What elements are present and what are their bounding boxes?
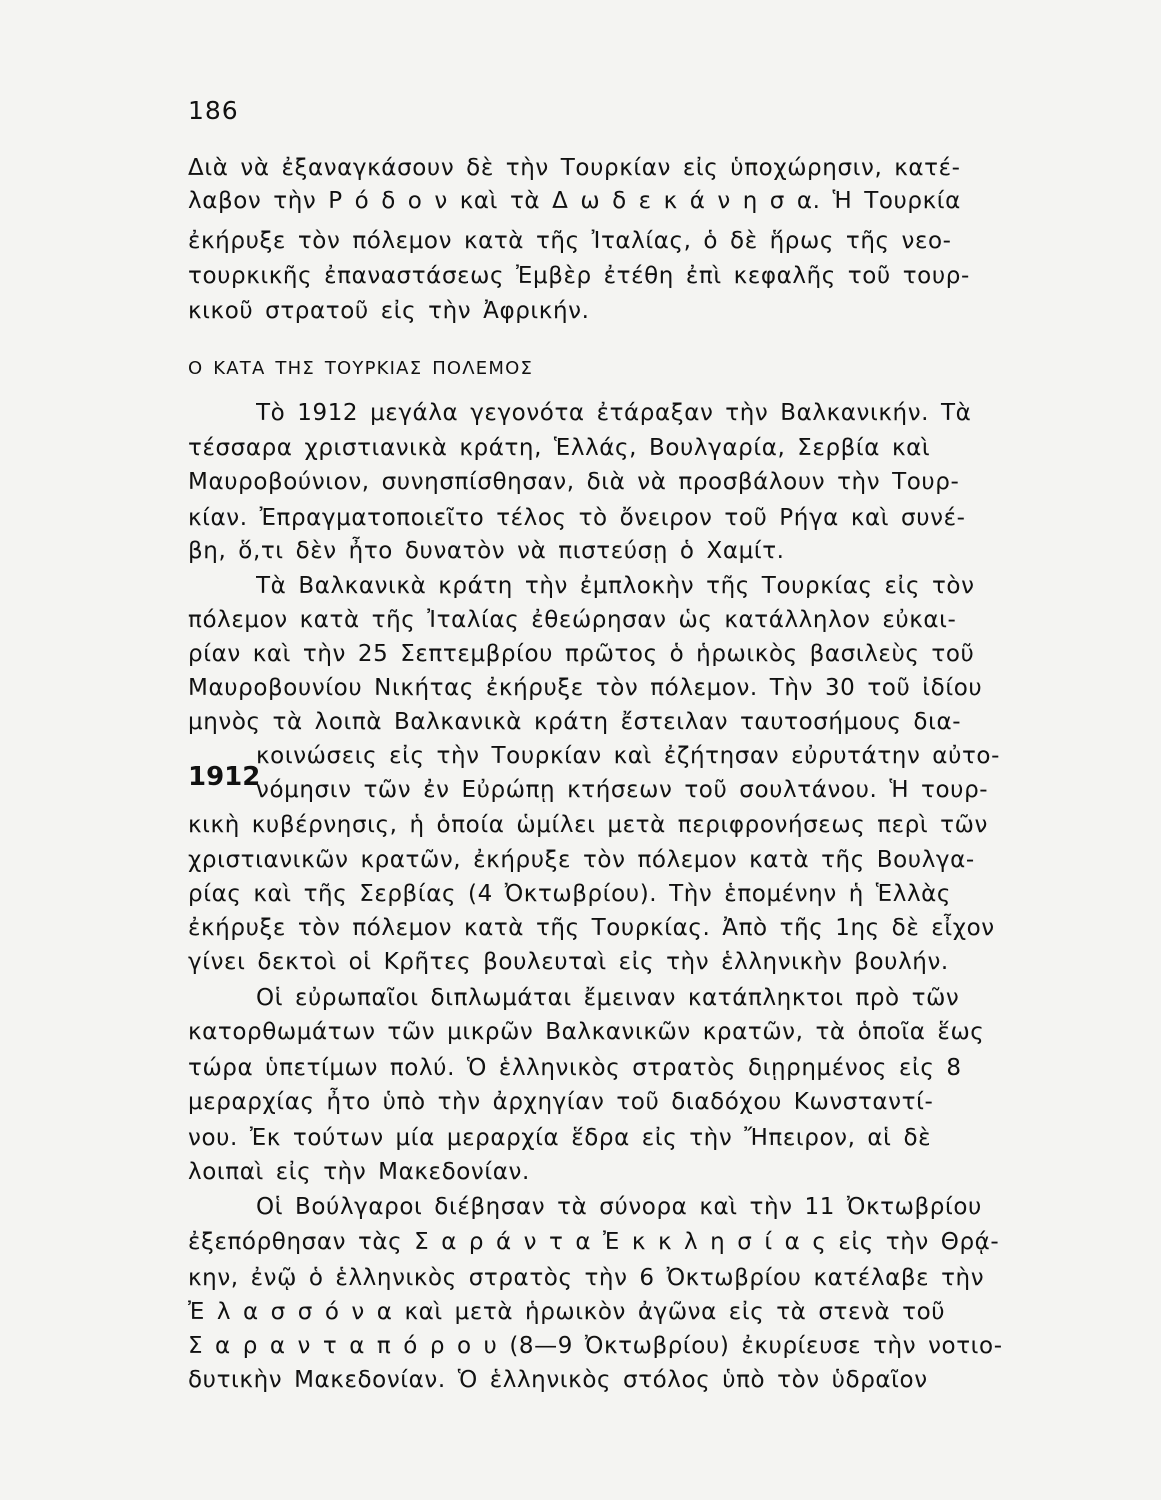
text-line: τώρα ὑπετίμων πολύ. Ὁ ἑλληνικὸς στρατὸς διῃρημένος εἰς 8 <box>188 1055 962 1081</box>
text-line: γίνει δεκτοὶ οἱ Κρῆτες βουλευταὶ εἰς τὴν ἑλληνικὴν βουλήν. <box>188 949 949 975</box>
text-line: ἐξεπόρθησαν τὰς Σ α ρ ά ν τ α Ἐ κ κ λ η σ ί α ς εἰς τὴν Θρᾴ- <box>188 1229 1000 1255</box>
text-line: Τὰ Βαλκανικὰ κράτη τὴν ἐμπλοκὴν τῆς Τουρκίας εἰς τὸν <box>256 573 975 599</box>
text-line: ρίας καὶ τῆς Σερβίας (4 Ὀκτωβρίου). Τὴν ἑπομένην ἡ Ἑλλὰς <box>188 881 952 907</box>
text-line: ἐκήρυξε τὸν πόλεμον κατὰ τῆς Τουρκίας. Ἀπὸ τῆς 1ης δὲ εἶχον <box>188 915 995 941</box>
text-line: βη, ὅ,τι δὲν ἦτο δυνατὸν νὰ πιστεύσῃ ὁ Χαμίτ. <box>188 538 785 564</box>
text-line: νόμησιν τῶν ἐν Εὐρώπῃ κτήσεων τοῦ σουλτάνου. Ἡ τουρ- <box>256 777 989 803</box>
text-line: λοιπαὶ εἰς τὴν Μακεδονίαν. <box>188 1159 530 1185</box>
section-heading: Ο ΚΑΤΑ ΤΗΣ ΤΟΥΡΚΙΑΣ ΠΟΛΕΜΟΣ <box>188 358 534 379</box>
text-line: κατορθωμάτων τῶν μικρῶν Βαλκανικῶν κρατῶν, τὰ ὁποῖα ἕως <box>188 1019 985 1045</box>
text-line: Σ α ρ α ν τ α π ό ρ ο υ (8—9 Ὀκτωβρίου) ἐκυρίευσε τὴν νοτιο- <box>188 1333 1003 1359</box>
text-line: Μαυροβουνίου Νικήτας ἐκήρυξε τὸν πόλεμον. Τὴν 30 τοῦ ἰδίου <box>188 675 983 701</box>
text-line: πόλεμον κατὰ τῆς Ἰταλίας ἐθεώρησαν ὡς κατάλληλον εὐκαι- <box>188 607 957 633</box>
text-line: δυτικὴν Μακεδονίαν. Ὁ ἑλληνικὸς στόλος ὑπὸ τὸν ὑδραῖον <box>188 1367 928 1393</box>
text-line: μεραρχίας ἦτο ὑπὸ τὴν ἀρχηγίαν τοῦ διαδόχου Κωνσταντί- <box>188 1089 934 1115</box>
text-line: νου. Ἐκ τούτων μία μεραρχία ἕδρα εἰς τὴν Ἤπειρον, αἱ δὲ <box>188 1125 932 1151</box>
text-line: Τὸ 1912 μεγάλα γεγονότα ἐτάραξαν τὴν Βαλκανικήν. Τὰ <box>256 400 972 426</box>
text-line: κην, ἐνῷ ὁ ἑλληνικὸς στρατὸς τὴν 6 Ὀκτωβρίου κατέλαβε τὴν <box>188 1265 985 1291</box>
text-line: λαβον τὴν Ρ ό δ ο ν καὶ τὰ Δ ω δ ε κ ά ν η σ α. Ἡ Τουρκία <box>188 188 961 214</box>
text-line: Οἱ Βούλγαροι διέβησαν τὰ σύνορα καὶ τὴν 11 Ὀκτωβρίου <box>256 1194 982 1220</box>
text-line: Ἐ λ α σ σ ό ν α καὶ μετὰ ἡρωικὸν ἀγῶνα εἰς τὰ στενὰ τοῦ <box>188 1299 946 1325</box>
margin-year: 1912 <box>188 762 261 792</box>
text-line: τέσσαρα χριστιανικὰ κράτη, Ἑλλάς, Βουλγαρία, Σερβία καὶ <box>188 435 931 461</box>
text-line: κοινώσεις εἰς τὴν Τουρκίαν καὶ ἐζήτησαν εὐρυτάτην αὐτο- <box>256 743 1000 769</box>
text-line: Οἱ εὐρωπαῖοι διπλωμάται ἔμειναν κατάπληκτοι πρὸ τῶν <box>256 985 960 1011</box>
text-line: ρίαν καὶ τὴν 25 Σεπτεμβρίου πρῶτος ὁ ἡρωικὸς βασιλεὺς τοῦ <box>188 641 975 667</box>
text-line: τουρκικῆς ἐπαναστάσεως Ἐμβὲρ ἐτέθη ἐπὶ κεφαλῆς τοῦ τουρ- <box>188 263 970 289</box>
text-line: μηνὸς τὰ λοιπὰ Βαλκανικὰ κράτη ἔστειλαν ταυτοσήμους δια- <box>188 709 962 735</box>
text-line: κίαν. Ἐπραγματοποιεῖτο τέλος τὸ ὄνειρον τοῦ Ρήγα καὶ συνέ- <box>188 505 966 531</box>
text-line: Διὰ νὰ ἐξαναγκάσουν δὲ τὴν Τουρκίαν εἰς ὑποχώρησιν, κατέ- <box>188 155 961 181</box>
page-number: 186 <box>188 96 239 125</box>
text-line: ἐκήρυξε τὸν πόλεμον κατὰ τῆς Ἰταλίας, ὁ δὲ ἥρως τῆς νεο- <box>188 228 952 254</box>
text-line: κικοῦ στρατοῦ εἰς τὴν Ἀφρικήν. <box>188 298 590 324</box>
text-line: Μαυροβούνιον, συνησπίσθησαν, διὰ νὰ προσβάλουν τὴν Τουρ- <box>188 469 960 495</box>
text-line: χριστιανικῶν κρατῶν, ἐκήρυξε τὸν πόλεμον κατὰ τῆς Βουλγα- <box>188 847 975 873</box>
text-line: κικὴ κυβέρνησις, ἡ ὁποία ὡμίλει μετὰ περιφρονήσεως περὶ τῶν <box>188 812 988 838</box>
